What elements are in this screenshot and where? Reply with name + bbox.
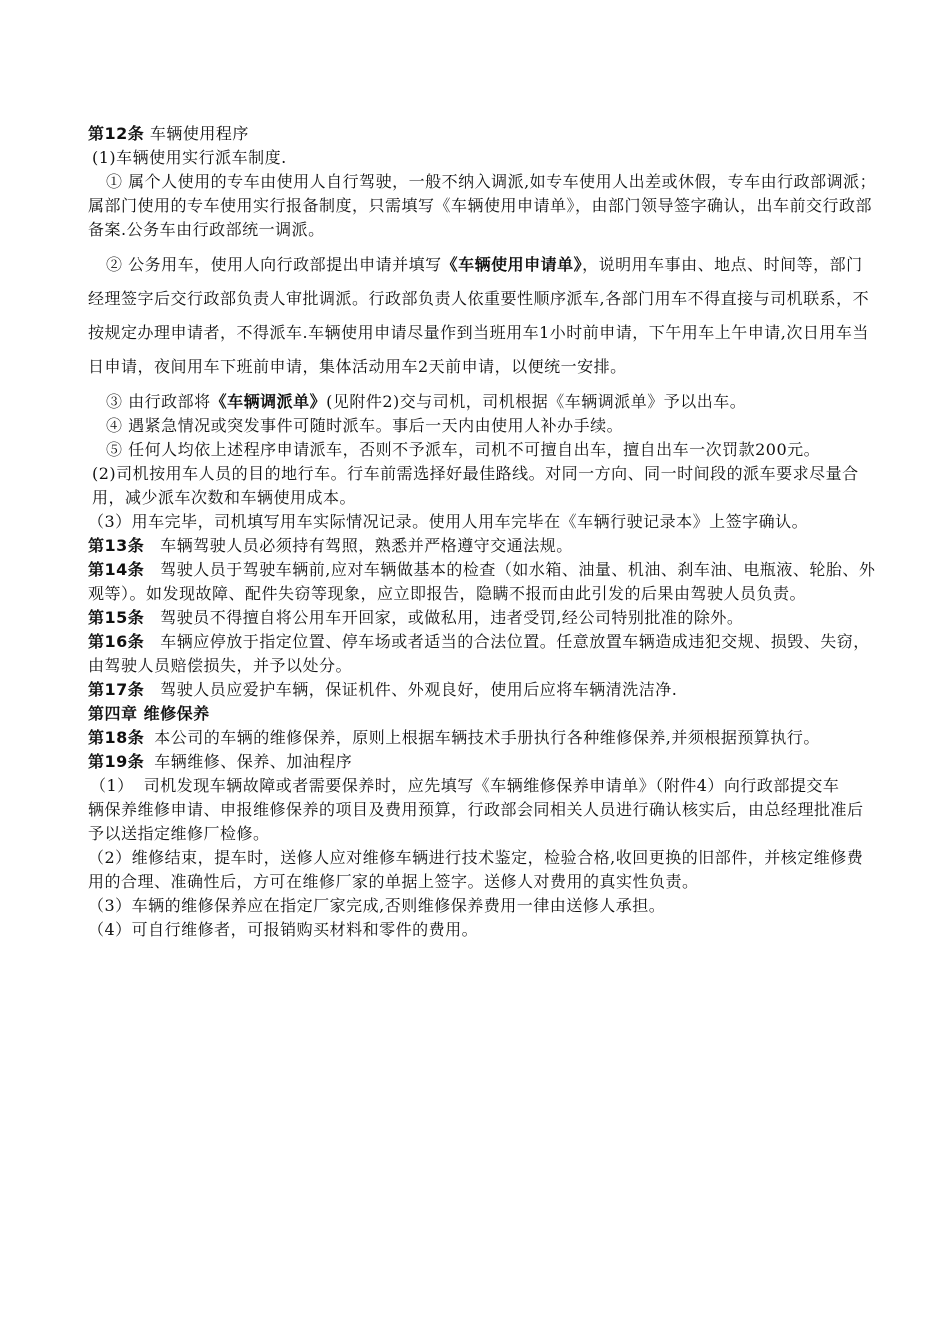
article-number: 第13条 [88,536,145,555]
article-12-heading [88,122,878,146]
maintenance-item-4: （4）可自行维修者，可报销购买材料和零件的费用。 [88,920,479,939]
article-15: 第15条 驾驶员不得擅自将公用车开回家，或做私用，违者受罚,经公司特别批准的除外。 [88,608,744,627]
article-number: 第14条 [88,560,145,579]
article-16: 第16条 车辆应停放于指定位置、停车场或者适当的合法位置。任意放置车辆造成违犯交规、损毁、失窃，由驾驶人员赔偿损失，并予以处分。 [88,632,870,675]
maintenance-item-3: （3）车辆的维修保养应在指定厂家完成,否则维修保养费用一律由送修人承担。 [88,896,666,915]
article-number: 第16条 [88,632,145,651]
article-number: 第18条 [88,728,145,747]
maintenance-item-1: （1） 司机发现车辆故障或者需要保养时，应先填写《车辆维修保养申请单》（附件4）向行政部提交车 [90,776,840,795]
clause-2: (2)司机按用车人员的目的地行车。行车前需选择好最佳路线。对同一方向、同一时间段的派车要求尽量合用，减少派车次数和车辆使用成本。 [92,464,859,507]
document-body [88,122,878,942]
article-title: 车辆维修、保养、加油程序 [154,752,353,771]
article-number: 第19条 [88,752,145,771]
sub-clause-1: ① 属个人使用的专车由使用人自行驾驶，一般不纳入调派,如专车使用人出差或休假，专车由行政部调派；属部门使用的专车使用实行报备制度，只需填写《车辆使用申请单》，由部门领导签字确认，出车前交行政部备案.公务车由行政部统一调派。 [88,172,877,239]
clause-3: （3）用车完毕，司机填写用车实际情况记录。使用人用车完毕在《车辆行驶记录本》上签字确认。 [88,512,809,531]
maintenance-item-1-cont: 辆保养维修申请、申报维修保养的项目及费用预算，行政部会同相关人员进行确认核实后，由总经理批准后予以送指定维修厂检修。 [88,800,864,843]
sub-clause-2: ② 公务用车，使用人向行政部提出申请并填写《车辆使用申请单》，说明用车事由、地点、时间等，部门经理签字后交行政部负责人审批调派。行政部负责人依重要性顺序派车,各部门用车不得直接与司机联系，不按规定办理申请者，不得派车.车辆使用申请尽量作到当班用车1小时前申请，下午用车上午申请,次日用车当日申请，夜间用车下班前申请，集体活动用车2天前申请，以便统一安排。 [88,255,870,376]
clause-1: (1)车辆使用实行派车制度. [92,148,287,167]
article-18: 第18条 本公司的车辆的维修保养，原则上根据车辆技术手册执行各种维修保养,并须根据预算执行。 [88,728,820,747]
sub-clause-3: ③ 由行政部将《车辆调派单》(见附件2)交与司机，司机根据《车辆调派单》予以出车。 [106,392,747,411]
maintenance-item-2: （2）维修结束，提车时，送修人应对维修车辆进行技术鉴定，检验合格,收回更换的旧部件，并核定维修费用的合理、准确性后，方可在维修厂家的单据上签字。送修人对费用的真实性负责。 [88,848,864,891]
article-17: 第17条 驾驶人员应爱护车辆，保证机件、外观良好，使用后应将车辆清洗洁净. [88,680,678,699]
article-title: 车辆使用程序 [149,124,249,143]
sub-clause-5: ⑤ 任何人均依上述程序申请派车，否则不予派车，司机不可擅自出车，擅自出车一次罚款200元。 [106,440,821,459]
article-13: 第13条 车辆驾驶人员必须持有驾照，熟悉并严格遵守交通法规。 [88,536,573,555]
article-number: 第17条 [88,680,145,699]
form-name-vehicle-request: 《车辆使用申请单》 [441,255,583,274]
article-14: 第14条 驾驶人员于驾驶车辆前,应对车辆做基本的检查（如水箱、油量、机油、刹车油、电瓶液、轮胎、外观等）。如发现故障、配件失窃等现象，应立即报告，隐瞒不报而由此引发的后果由驾驶人员负责。 [88,560,876,603]
sub-clause-4: ④ 遇紧急情况或突发事件可随时派车。事后一天内由使用人补办手续。 [106,416,624,435]
chapter-heading: 第四章 维修保养 [88,704,210,723]
article-number: 第15条 [88,608,145,627]
article-number: 第12条 [88,124,145,143]
article-19-heading [88,750,878,774]
form-name-dispatch: 《车辆调派单》 [210,392,327,411]
